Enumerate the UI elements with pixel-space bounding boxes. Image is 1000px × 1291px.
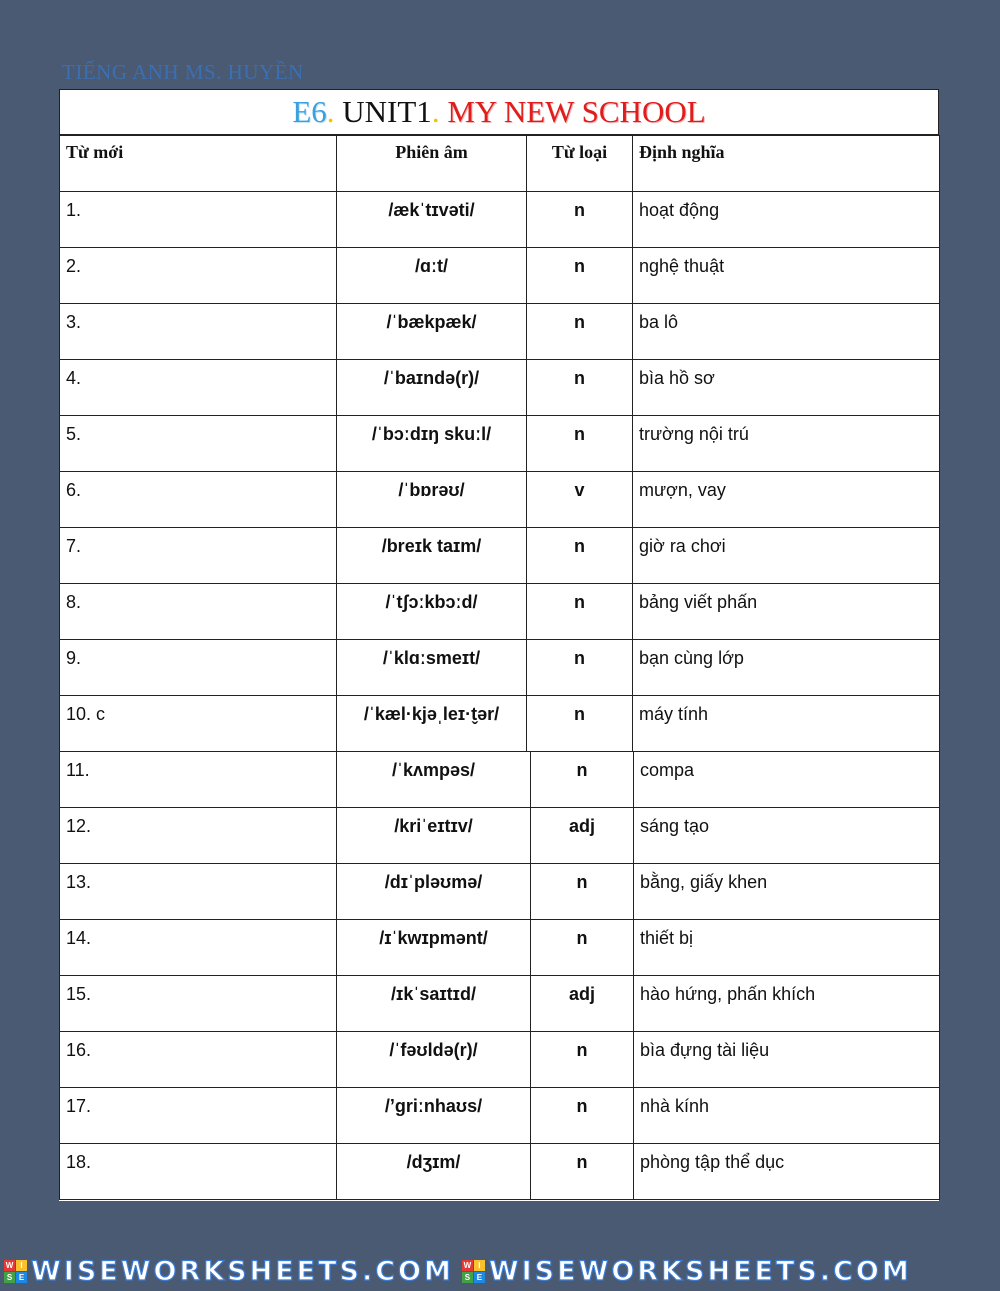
- wise-logo-icon: [462, 1260, 485, 1283]
- word-cell: 5.: [66, 424, 82, 444]
- word-cell: 15.: [66, 984, 92, 1004]
- pos-cell: adj: [568, 984, 595, 1004]
- word-cell: 2.: [66, 256, 82, 276]
- column-header-word: Từ mới: [66, 142, 124, 162]
- logo-letter: W: [5, 1260, 14, 1270]
- table-row: [60, 752, 940, 808]
- word-cell: 4.: [66, 368, 82, 388]
- meaning-cell: ba lô: [639, 312, 679, 332]
- word-cell: 10. c: [66, 704, 106, 724]
- meaning-cell: bảng viết phấn: [639, 592, 758, 612]
- phonetic-cell: /ˈbɔːdɪŋ skuːl/: [371, 424, 492, 444]
- table-row: [60, 1088, 940, 1144]
- phonetic-cell: /ˈfəʊldə(r)/: [389, 1040, 478, 1060]
- logo-letter: I: [474, 1260, 485, 1271]
- table-row: [60, 696, 940, 752]
- table-row: [60, 416, 940, 472]
- title-name: MY NEW SCHOOL: [439, 94, 706, 129]
- phonetic-cell: /ɪˈkwɪpmənt/: [379, 928, 488, 948]
- meaning-cell: compa: [640, 760, 695, 780]
- pos-cell: n: [576, 872, 588, 892]
- word-cell: 6.: [66, 480, 82, 500]
- pos-cell: n: [576, 1096, 588, 1116]
- phonetic-cell: /kriˈeɪtɪv/: [394, 816, 473, 836]
- vocab-table-top: [59, 135, 940, 752]
- table-row: [60, 808, 940, 864]
- table-row: [60, 920, 940, 976]
- pos-cell: n: [574, 200, 585, 220]
- phonetic-cell: /ˈbaɪndə(r)/: [383, 368, 480, 388]
- word-cell: 17.: [66, 1096, 92, 1116]
- title-dot: .: [431, 94, 440, 129]
- meaning-cell: trường nội trú: [639, 424, 749, 444]
- table-row: [60, 976, 940, 1032]
- logo-letter: E: [474, 1272, 485, 1283]
- table-row: [60, 1144, 940, 1200]
- table-row: [60, 360, 940, 416]
- title-dot: .: [326, 94, 335, 129]
- pos-cell: n: [574, 312, 585, 332]
- pos-cell: n: [574, 648, 585, 668]
- header-note: TIẾNG ANH MS. HUYỀN: [62, 60, 304, 84]
- logo-letter: W: [463, 1260, 472, 1270]
- meaning-cell: bìa hồ sơ: [639, 368, 715, 388]
- column-header-pos: Từ loại: [551, 142, 608, 162]
- logo-letter: I: [16, 1260, 27, 1271]
- brand-text: WISEWORKSHEETS.COM: [488, 1255, 912, 1287]
- meaning-cell: bạn cùng lớp: [639, 648, 744, 668]
- pos-cell: n: [574, 592, 585, 612]
- column-header-phonetic: Phiên âm: [395, 142, 468, 162]
- phonetic-cell: /ækˈtɪvəti/: [388, 200, 475, 220]
- meaning-cell: bằng, giấy khen: [640, 872, 768, 892]
- word-cell: 18.: [66, 1152, 92, 1172]
- column-header-meaning: Định nghĩa: [639, 142, 725, 162]
- table-row: [60, 864, 940, 920]
- sheet-title: [59, 89, 939, 135]
- word-cell: 14.: [66, 928, 92, 948]
- pos-cell: n: [574, 536, 585, 556]
- table-row: [60, 640, 940, 696]
- brand-text: WISEWORKSHEETS.COM: [31, 1255, 454, 1287]
- phonetic-cell: /ˈbækpæk/: [386, 312, 477, 332]
- meaning-cell: hào hứng, phấn khích: [640, 984, 816, 1004]
- table-header-row: [60, 136, 940, 192]
- pos-cell: n: [574, 368, 585, 388]
- pos-cell: adj: [568, 816, 595, 836]
- phonetic-cell: /ɪkˈsaɪtɪd/: [391, 984, 476, 1004]
- phonetic-cell: /ˈkʌmpəs/: [391, 760, 476, 780]
- title-unit: UNIT1: [334, 94, 432, 129]
- phonetic-cell: /dɪˈpləʊmə/: [384, 872, 483, 892]
- pos-cell: n: [576, 1152, 588, 1172]
- meaning-cell: hoạt động: [639, 200, 720, 220]
- meaning-cell: nhà kính: [640, 1096, 710, 1116]
- phonetic-cell: /’griːnhaʊs/: [384, 1096, 483, 1116]
- word-cell: 11.: [66, 760, 90, 780]
- pos-cell: n: [574, 704, 585, 724]
- word-cell: 12.: [66, 816, 92, 836]
- phonetic-cell: /ˈkæl·kjəˌleɪ·t̬ər/: [363, 704, 500, 724]
- word-cell: 16.: [66, 1040, 92, 1060]
- meaning-cell: giờ ra chơi: [639, 536, 726, 556]
- pos-cell: n: [574, 424, 585, 444]
- word-cell: 13.: [66, 872, 92, 892]
- meaning-cell: sáng tạo: [640, 816, 710, 836]
- pos-cell: n: [576, 928, 588, 948]
- meaning-cell: phòng tập thể dục: [640, 1152, 785, 1172]
- phonetic-cell: /ɑːt/: [415, 256, 448, 276]
- title-code: E6: [292, 94, 327, 129]
- meaning-cell: thiết bị: [640, 928, 694, 948]
- phonetic-cell: /ˈklɑːsmeɪt/: [382, 648, 481, 668]
- table-row: [60, 472, 940, 528]
- table-row: [60, 1032, 940, 1088]
- word-cell: 1.: [66, 200, 82, 220]
- word-cell: 8.: [66, 592, 82, 612]
- logo-letter: E: [16, 1272, 27, 1283]
- table-row: [60, 584, 940, 640]
- wise-logo-icon: [4, 1260, 27, 1283]
- pos-cell: n: [574, 256, 585, 276]
- logo-letter: S: [462, 1272, 473, 1283]
- word-cell: 9.: [66, 648, 82, 668]
- phonetic-cell: /ˈtʃɔːkbɔːd/: [385, 592, 478, 612]
- phonetic-cell: /ˈbɒrəʊ/: [398, 480, 465, 500]
- footer-watermark: [0, 1255, 1000, 1287]
- meaning-cell: mượn, vay: [639, 480, 726, 500]
- vocab-table-bottom: [59, 751, 940, 1200]
- pos-cell: v: [574, 480, 585, 500]
- vocabulary-sheet: [59, 89, 939, 1201]
- meaning-cell: máy tính: [639, 704, 709, 724]
- pos-cell: n: [576, 760, 588, 780]
- meaning-cell: nghệ thuật: [639, 256, 725, 276]
- word-cell: 7.: [66, 536, 82, 556]
- pos-cell: n: [576, 1040, 588, 1060]
- phonetic-cell: /dʒɪm/: [406, 1152, 461, 1172]
- logo-letter: S: [4, 1272, 15, 1283]
- phonetic-cell: /breɪk taɪm/: [381, 536, 482, 556]
- table-row: [60, 304, 940, 360]
- table-row: [60, 248, 940, 304]
- table-row: [60, 192, 940, 248]
- table-row: [60, 528, 940, 584]
- meaning-cell: bìa đựng tài liệu: [640, 1040, 770, 1060]
- word-cell: 3.: [66, 312, 82, 332]
